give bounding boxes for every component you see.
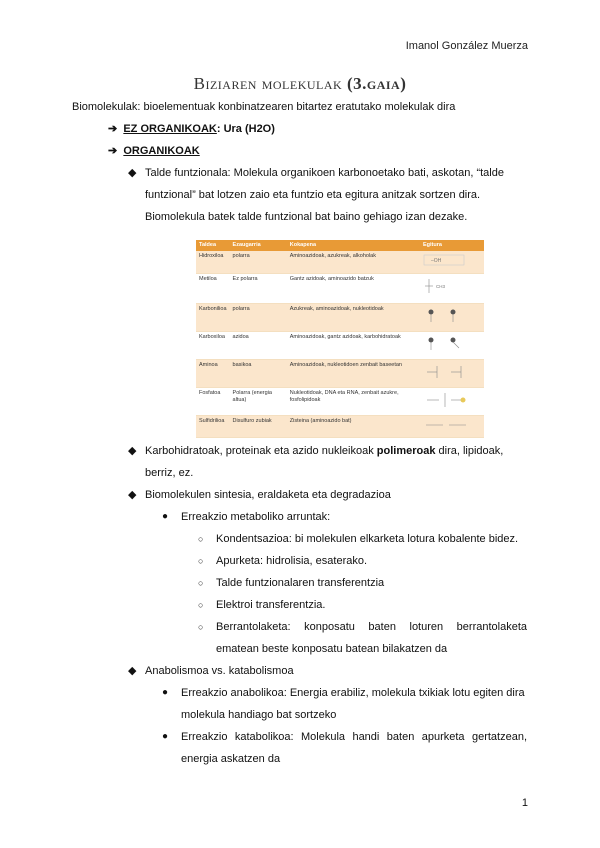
diamond-bullet-icon: ◆ [128,665,137,677]
table-cell: Aminoazidoak, gantz azidoak, karbohidratoak [287,331,420,359]
table-cell: Fosfatoa [196,387,230,415]
table-cell: Polarra (energia altua) [230,387,287,415]
structure-diagram [420,331,484,359]
structure-diagram [420,415,484,437]
table-row [196,387,484,415]
diamond-bullet-icon: ◆ [128,167,137,179]
karbohidratoak-text-c: dira, lipidoak, [435,445,504,457]
arrow-icon: ➔ [108,123,118,135]
structure-diagram [420,359,484,387]
table-cell: Gantz azidoak, aminoazido batzuk [287,273,420,303]
talde-funtzionala-line2: funtzional” bat lotzen zaio eta funtzio eta egitura anitzak sortzen dira. [145,189,481,201]
table-cell: Sulfidrilioa [196,415,230,437]
talde-funtzionala-line1: Talde funtzionala: Molekula organikoen karbonoetako bati, askotan, “talde [145,167,504,179]
table-cell: Aminoa [196,359,230,387]
list-item: Apurketa: hidrolisia, esaterako. [216,555,368,567]
polimeroak-bold: polimeroak [376,445,436,457]
talde-funtzionala-line3: Biomolekula batek talde funtzional bat baino gehiago izan dezake. [145,211,468,223]
circle-bullet-icon: ○ [198,578,204,588]
table-cell: Ez polarra [230,273,287,303]
table-cell: basikoa [230,359,287,387]
anabolismoa-heading: Anabolismoa vs. katabolismoa [145,665,294,677]
list-item-continued: ematean beste konposatu batean bilakatzen da [216,643,448,655]
list-item: Talde funtzionalaren transferentzia [216,577,385,589]
table-row [196,331,484,359]
karbohidratoak-line2: berriz, ez. [145,467,194,479]
svg-text:–OH: –OH [431,258,442,264]
circle-bullet-icon: ○ [198,600,204,610]
table-cell: polarra [230,251,287,273]
table-cell: Nukleotidoak, DNA eta RNA, zenbait azukre, fosfolipidoak [287,387,420,415]
table-cell: Zisteina (aminoazido bat) [287,415,420,437]
table-cell: Aminoazidoak, nukleotidoen zenbait baseetan [287,359,420,387]
table-header: Egitura [420,240,484,251]
organikoak-line [108,140,200,162]
title-chapter: (3.gaia) [346,74,407,93]
table-cell: Karboxiloa [196,331,230,359]
table-header: Ezaugarria [230,240,287,251]
circle-bullet-icon: ○ [198,534,204,544]
circle-bullet-icon: ○ [198,622,204,632]
title-main: Biziaren molekulak [193,74,347,93]
table-row [196,359,484,387]
table-header: Taldea [196,240,230,251]
karbohidratoak-line1 [145,440,527,462]
page-title [0,74,600,94]
list-item: Berrantolaketa: konposatu baten loturen berrantolaketa [216,621,527,633]
table-cell: Azukreak, aminoazidoak, nukleotidoak [287,303,420,331]
table-row [196,251,484,273]
ez-organikoak-line [108,118,275,140]
erreakzio-metabolikoak: Erreakzio metaboliko arruntak: [181,511,331,523]
table-row [196,415,484,437]
table-cell: Karbonilioa [196,303,230,331]
ez-organikoak-rest: : Ura (H2O) [216,123,275,135]
dot-bullet-icon: ● [162,511,169,522]
table-header-row [196,240,484,251]
organikoak-label: ORGANIKOAK [123,145,200,157]
list-item: Kondentsazioa: bi molekulen elkarketa lotura kobalente bidez. [216,533,519,545]
structure-diagram [420,251,484,273]
karbohidratoak-text-a: Karbohidratoak, proteinak eta azido nukleikoak [145,445,377,457]
structure-diagram [420,387,484,415]
structure-diagram [420,303,484,331]
katabolikoa-line1: Erreakzio katabolikoa: Molekula handi baten apurketa gertatzean, [181,731,527,743]
table-cell: Metiloa [196,273,230,303]
table-cell: Disulfuro zubiak [230,415,287,437]
intro-text: Biomolekulak: bioelementuak konbinatzearen bitartez eratutako molekulak dira [72,101,456,113]
katabolikoa-line2: energia askatzen da [181,753,281,765]
table-cell: Hidroxiloa [196,251,230,273]
anabolikoa-line2: molekula handiago bat sortzeko [181,709,337,721]
ez-organikoak-label: EZ ORGANIKOAK [123,123,217,135]
structure-diagram [420,273,484,303]
table-row [196,303,484,331]
dot-bullet-icon: ● [162,731,169,742]
diamond-bullet-icon: ◆ [128,489,137,501]
anabolikoa-line1: Erreakzio anabolikoa: Energia erabiliz, molekula txikiak lotu egiten dira [181,687,525,699]
sintesia-heading: Biomolekulen sintesia, eraldaketa eta degradazioa [145,489,391,501]
dot-bullet-icon: ● [162,687,169,698]
list-item: Elektroi transferentzia. [216,599,326,611]
functional-groups-table [196,240,484,438]
table-cell: polarra [230,303,287,331]
table-cell: Aminoazidoak, azukreak, alkoholak [287,251,420,273]
circle-bullet-icon: ○ [198,556,204,566]
table-header: Kokapena [287,240,420,251]
svg-text:CH3: CH3 [436,283,446,289]
arrow-icon: ➔ [108,145,118,157]
diamond-bullet-icon: ◆ [128,445,137,457]
page-number: 1 [521,797,528,809]
table-cell: azidoa [230,331,287,359]
author-name: Imanol González Muerza [405,40,528,52]
table-row [196,273,484,303]
